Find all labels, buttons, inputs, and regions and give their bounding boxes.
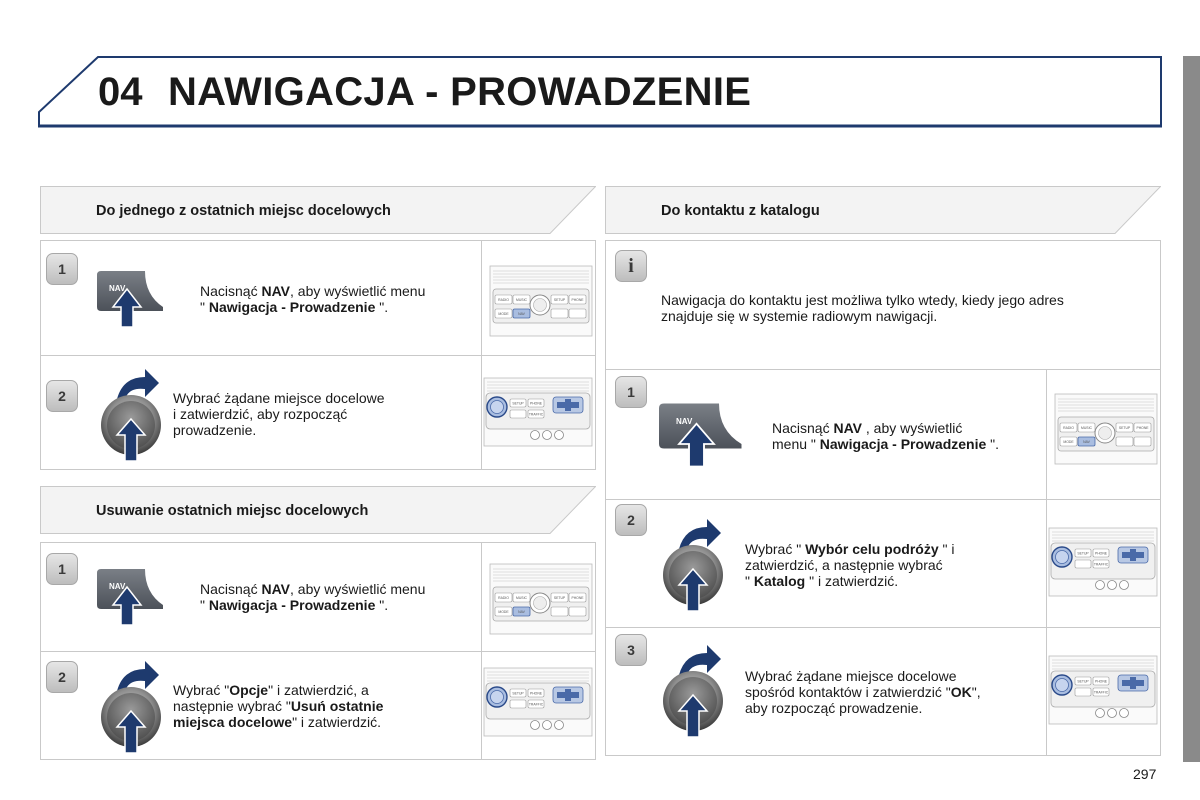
section-title: Do kontaktu z katalogu (661, 203, 820, 219)
step-number-badge: 2 (46, 380, 78, 412)
nav-button-icon (654, 399, 744, 471)
steps-box (40, 542, 596, 760)
chapter-number: 04 (98, 70, 143, 114)
step-instruction: Nacisnąć NAV, aby wyświetlić menu " Nawigacja - Prowadzenie ". (200, 581, 426, 613)
console-phone-label: PHONE (529, 691, 543, 696)
steps-box (40, 240, 596, 470)
steps-box (605, 240, 1161, 756)
console-setup-label: SETUP (553, 596, 566, 600)
console-phone-label: PHONE (1094, 679, 1108, 684)
console-phone-label: PHONE (1136, 426, 1149, 430)
nav-button-label: NAV (109, 582, 126, 591)
nav-button-icon (93, 565, 165, 629)
console-music-label: MUSIC (1081, 426, 1092, 430)
console-nav-label: NAV (1083, 440, 1090, 444)
console-setup-label: SETUP (512, 401, 524, 406)
step-number-badge: 1 (46, 553, 78, 585)
console-mode-label: MODE (498, 312, 509, 316)
console-traffic-label: TRAFFIC (1093, 562, 1109, 567)
rotary-knob-icon (99, 657, 169, 757)
section-title-bar (40, 486, 596, 534)
console-setup-label: SETUP (1077, 551, 1089, 556)
console-setup-label: SETUP (512, 691, 524, 696)
radio-console-illustration (1048, 655, 1158, 730)
console-phone-label: PHONE (571, 596, 584, 600)
console-music-label: MUSIC (516, 298, 527, 302)
rotary-knob-icon (661, 515, 731, 615)
radio-console-illustration (483, 377, 593, 452)
page-number: 297 (1133, 766, 1157, 782)
info-note: Nawigacja do kontaktu jest możliwa tylko wtedy, kiedy jego adres znajduje się w systemie radiowym nawigacji. (661, 292, 1064, 324)
step-number-badge: 2 (615, 504, 647, 536)
nav-button-label: NAV (109, 284, 126, 293)
console-nav-label: NAV (518, 610, 525, 614)
radio-console-illustration (489, 265, 593, 342)
console-phone-label: PHONE (571, 298, 584, 302)
chapter-side-tab (1183, 56, 1200, 762)
console-radio-label: RADIO (498, 298, 509, 302)
console-setup-label: SETUP (553, 298, 566, 302)
console-radio-label: RADIO (1063, 426, 1074, 430)
nav-button-label: NAV (676, 417, 693, 426)
section-title: Do jednego z ostatnich miejsc docelowych (96, 203, 391, 219)
radio-console-illustration (489, 563, 593, 640)
console-mode-label: MODE (498, 610, 509, 614)
console-mode-label: MODE (1063, 440, 1074, 444)
console-setup-label: SETUP (1077, 679, 1089, 684)
step-instruction: Wybrać żądane miejsce docelowe spośród kontaktów i zatwierdzić "OK", aby rozpocząć prowadzenie. (745, 668, 981, 716)
info-badge: i (615, 250, 647, 282)
console-setup-label: SETUP (1118, 426, 1131, 430)
console-phone-label: PHONE (529, 401, 543, 406)
section-title: Usuwanie ostatnich miejsc docelowych (96, 503, 369, 519)
page-title: NAWIGACJA - PROWADZENIE (168, 70, 752, 114)
step-instruction: Wybrać żądane miejsce docelowe i zatwierdzić, aby rozpocząć prowadzenie. (173, 390, 385, 438)
rotary-knob-icon (661, 641, 731, 741)
radio-console-illustration (1048, 527, 1158, 602)
console-radio-label: RADIO (498, 596, 509, 600)
console-traffic-label: TRAFFIC (528, 412, 544, 417)
radio-console-illustration (1054, 393, 1158, 470)
step-number-badge: 3 (615, 634, 647, 666)
step-instruction: Nacisnąć NAV , aby wyświetlić menu " Nawigacja - Prowadzenie ". (772, 420, 1000, 452)
step-instruction: Nacisnąć NAV, aby wyświetlić menu " Nawigacja - Prowadzenie ". (200, 283, 426, 315)
section-title-bar (40, 186, 596, 234)
radio-console-illustration (483, 667, 593, 742)
step-number-badge: 2 (46, 661, 78, 693)
section-title-bar (605, 186, 1161, 234)
console-music-label: MUSIC (516, 596, 527, 600)
console-nav-label: NAV (518, 312, 525, 316)
console-traffic-label: TRAFFIC (1093, 690, 1109, 695)
step-number-badge: 1 (615, 376, 647, 408)
nav-button-icon (93, 267, 165, 331)
rotary-knob-icon (99, 365, 169, 465)
step-number-badge: 1 (46, 253, 78, 285)
step-instruction: Wybrać " Wybór celu podróży " i zatwierdzić, a następnie wybrać " Katalog " i zatwierdzić. (745, 541, 955, 589)
step-instruction: Wybrać "Opcje" i zatwierdzić, a następnie wybrać "Usuń ostatnie miejsca docelowe" i zatwierdzić. (173, 682, 384, 730)
console-phone-label: PHONE (1094, 551, 1108, 556)
chapter-header (38, 56, 1162, 128)
console-traffic-label: TRAFFIC (528, 702, 544, 707)
